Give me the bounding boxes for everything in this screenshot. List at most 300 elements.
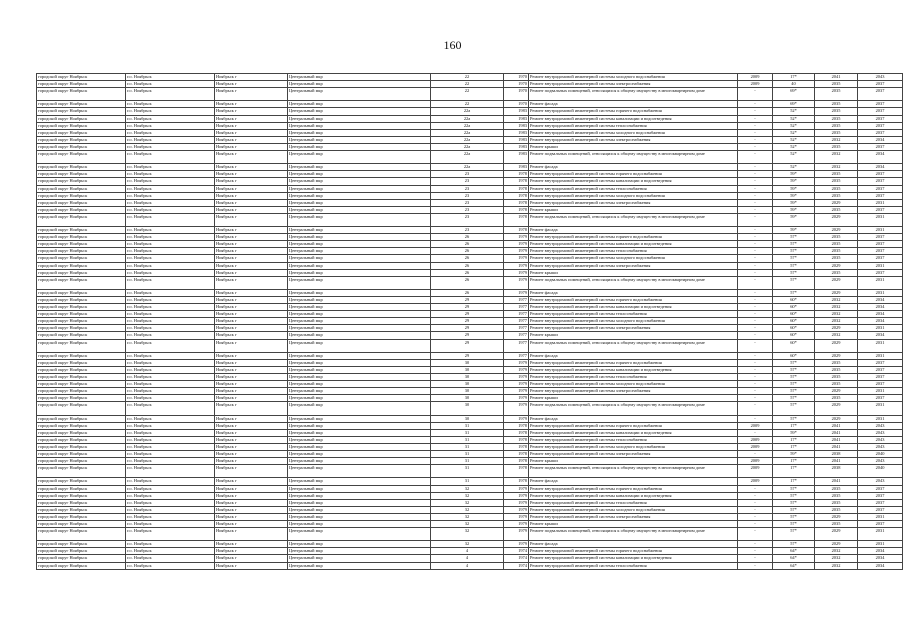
cell-work-type: Ремонт внутридомовой инженерной системы теплоснабжения: [529, 436, 738, 443]
cell-work-type: Ремонт внутридомовой инженерной системы теплоснабжения: [529, 122, 738, 129]
cell-work-type: Ремонт внутридомовой инженерной системы электроснабжения: [529, 513, 738, 520]
cell-district: городской округ Ноябрьск: [37, 352, 126, 359]
cell-microdistrict: Центральный мкр: [288, 451, 431, 458]
cell-city: Ноябрьск г: [215, 374, 288, 381]
cell-microdistrict: Центральный мкр: [288, 297, 431, 304]
cell-year: 1978: [504, 422, 529, 429]
cell-city: Ноябрьск г: [215, 402, 288, 415]
cell-microdistrict: Центральный мкр: [288, 359, 431, 366]
table-row: [37, 206, 903, 213]
table-row: [37, 74, 903, 81]
cell-city: Ноябрьск г: [215, 269, 288, 276]
cell-house: 22а: [431, 108, 504, 115]
cell-plan-start: 2029: [815, 325, 858, 332]
cell-work-type: Ремонт подвальных помещений, относящихся к общему имуществу в многоквартирном доме: [529, 528, 738, 541]
cell-microdistrict: Центральный мкр: [288, 395, 431, 402]
cell-municipality: г.о. Ноябрьск: [126, 436, 215, 443]
cell-municipality: г.о. Ноябрьск: [126, 108, 215, 115]
cell-plan-end: 2031: [858, 289, 903, 296]
cell-work-type: Ремонт фасада: [529, 415, 738, 422]
cell-house: 26: [431, 248, 504, 255]
cell-house: 26: [431, 269, 504, 276]
cell-plan-end: 2043: [858, 429, 903, 436]
cell-house: 23: [431, 213, 504, 226]
cell-district: городской округ Ноябрьск: [37, 381, 126, 388]
cell-plan-start: 2035: [815, 81, 858, 88]
cell-wear: 52*: [773, 129, 815, 136]
cell-plan-end: 2037: [858, 185, 903, 192]
cell-year: 1983: [504, 108, 529, 115]
cell-municipality: г.о. Ноябрьск: [126, 289, 215, 296]
table-row: [37, 192, 903, 199]
cell-municipality: г.о. Ноябрьск: [126, 185, 215, 192]
cell-work-type: Ремонт внутридомовой инженерной системы горячего водоснабжения: [529, 359, 738, 366]
cell-microdistrict: Центральный мкр: [288, 548, 431, 555]
cell-plan-start: 2038: [815, 451, 858, 458]
cell-municipality: г.о. Ноябрьск: [126, 422, 215, 429]
cell-city: Ноябрьск г: [215, 366, 288, 373]
cell-microdistrict: Центральный мкр: [288, 485, 431, 492]
cell-last-repair-year: -: [738, 339, 773, 352]
cell-municipality: г.о. Ноябрьск: [126, 478, 215, 485]
cell-municipality: г.о. Ноябрьск: [126, 492, 215, 499]
cell-work-type: Ремонт подвальных помещений, относящихся к общему имуществу в многоквартирном доме: [529, 402, 738, 415]
cell-district: городской округ Ноябрьск: [37, 88, 126, 101]
cell-work-type: Ремонт внутридомовой инженерной системы электроснабжения: [529, 81, 738, 88]
cell-district: городской округ Ноябрьск: [37, 213, 126, 226]
cell-plan-end: 2031: [858, 213, 903, 226]
cell-municipality: г.о. Ноябрьск: [126, 192, 215, 199]
cell-wear: 40: [773, 81, 815, 88]
cell-last-repair-year: -: [738, 199, 773, 206]
cell-house: 31: [431, 458, 504, 465]
cell-last-repair-year: -: [738, 325, 773, 332]
cell-house: 4: [431, 562, 504, 569]
cell-work-type: Ремонт внутридомовой инженерной системы канализации и водоотведения: [529, 555, 738, 562]
cell-plan-end: 2037: [858, 366, 903, 373]
cell-microdistrict: Центральный мкр: [288, 366, 431, 373]
cell-municipality: г.о. Ноябрьск: [126, 458, 215, 465]
cell-municipality: г.о. Ноябрьск: [126, 465, 215, 478]
cell-house: 29: [431, 332, 504, 339]
cell-municipality: г.о. Ноябрьск: [126, 521, 215, 528]
cell-plan-start: 2035: [815, 115, 858, 122]
cell-year: 1979: [504, 492, 529, 499]
cell-municipality: г.о. Ноябрьск: [126, 548, 215, 555]
cell-plan-start: 2041: [815, 422, 858, 429]
table-row: [37, 199, 903, 206]
cell-work-type: Ремонт внутридомовой инженерной системы канализации и водоотведения: [529, 304, 738, 311]
cell-work-type: Ремонт внутридомовой инженерной системы холодного водоснабжения: [529, 443, 738, 450]
cell-district: городской округ Ноябрьск: [37, 171, 126, 178]
cell-city: Ноябрьск г: [215, 415, 288, 422]
cell-municipality: г.о. Ноябрьск: [126, 499, 215, 506]
cell-wear: 57*: [773, 276, 815, 289]
cell-microdistrict: Центральный мкр: [288, 129, 431, 136]
cell-year: 1983: [504, 122, 529, 129]
cell-work-type: Ремонт крыши: [529, 332, 738, 339]
cell-district: городской округ Ноябрьск: [37, 458, 126, 465]
cell-work-type: Ремонт внутридомовой инженерной системы холодного водоснабжения: [529, 74, 738, 81]
cell-microdistrict: Центральный мкр: [288, 206, 431, 213]
cell-plan-start: 2035: [815, 101, 858, 108]
cell-plan-start: 2035: [815, 248, 858, 255]
cell-wear: 57*: [773, 255, 815, 262]
cell-microdistrict: Центральный мкр: [288, 115, 431, 122]
cell-plan-start: 2035: [815, 269, 858, 276]
cell-house: 22: [431, 81, 504, 88]
cell-plan-end: 2037: [858, 171, 903, 178]
cell-plan-start: 2032: [815, 555, 858, 562]
table-row: [37, 429, 903, 436]
cell-city: Ноябрьск г: [215, 359, 288, 366]
cell-work-type: Ремонт внутридомовой инженерной системы канализации и водоотведения: [529, 366, 738, 373]
cell-city: Ноябрьск г: [215, 262, 288, 269]
table-row: [37, 458, 903, 465]
cell-city: Ноябрьск г: [215, 297, 288, 304]
cell-year: 1974: [504, 555, 529, 562]
cell-last-repair-year: -: [738, 88, 773, 101]
cell-city: Ноябрьск г: [215, 381, 288, 388]
cell-wear: 57*: [773, 528, 815, 541]
cell-district: городской округ Ноябрьск: [37, 151, 126, 164]
cell-house: 22а: [431, 115, 504, 122]
cell-municipality: г.о. Ноябрьск: [126, 227, 215, 234]
cell-municipality: г.о. Ноябрьск: [126, 269, 215, 276]
cell-district: городской округ Ноябрьск: [37, 555, 126, 562]
cell-house: 32: [431, 541, 504, 548]
cell-district: городской округ Ноябрьск: [37, 164, 126, 171]
cell-work-type: Ремонт внутридомовой инженерной системы канализации и водоотведения: [529, 178, 738, 185]
cell-microdistrict: Центральный мкр: [288, 81, 431, 88]
cell-plan-end: 2034: [858, 332, 903, 339]
table-row: [37, 143, 903, 150]
cell-plan-end: 2037: [858, 81, 903, 88]
cell-municipality: г.о. Ноябрьск: [126, 381, 215, 388]
cell-city: Ноябрьск г: [215, 248, 288, 255]
cell-city: Ноябрьск г: [215, 122, 288, 129]
cell-plan-end: 2037: [858, 499, 903, 506]
cell-year: 1979: [504, 374, 529, 381]
cell-plan-start: 2035: [815, 395, 858, 402]
cell-plan-end: 2043: [858, 478, 903, 485]
cell-microdistrict: Центральный мкр: [288, 289, 431, 296]
cell-year: 1979: [504, 485, 529, 492]
cell-district: городской округ Ноябрьск: [37, 359, 126, 366]
cell-wear: 64*: [773, 562, 815, 569]
cell-microdistrict: Центральный мкр: [288, 171, 431, 178]
cell-city: Ноябрьск г: [215, 178, 288, 185]
cell-year: 1978: [504, 192, 529, 199]
cell-work-type: Ремонт внутридомовой инженерной системы канализации и водоотведения: [529, 429, 738, 436]
cell-year: 1979: [504, 415, 529, 422]
cell-house: 31: [431, 465, 504, 478]
cell-wear: 57*: [773, 395, 815, 402]
cell-year: 1979: [504, 506, 529, 513]
table-row: [37, 521, 903, 528]
cell-district: городской округ Ноябрьск: [37, 436, 126, 443]
cell-work-type: Ремонт подвальных помещений, относящихся к общему имуществу в многоквартирном доме: [529, 151, 738, 164]
cell-year: 1977: [504, 304, 529, 311]
cell-district: городской округ Ноябрьск: [37, 262, 126, 269]
table-row: [37, 548, 903, 555]
cell-year: 1977: [504, 339, 529, 352]
cell-wear: 60*: [773, 297, 815, 304]
cell-plan-end: 2043: [858, 443, 903, 450]
cell-plan-end: 2037: [858, 108, 903, 115]
cell-house: 30: [431, 374, 504, 381]
cell-wear: 57*: [773, 513, 815, 520]
cell-city: Ноябрьск г: [215, 276, 288, 289]
cell-last-repair-year: -: [738, 311, 773, 318]
cell-municipality: г.о. Ноябрьск: [126, 339, 215, 352]
cell-last-repair-year: -: [738, 492, 773, 499]
cell-work-type: Ремонт внутридомовой инженерной системы канализации и водоотведения: [529, 241, 738, 248]
cell-last-repair-year: -: [738, 395, 773, 402]
cell-work-type: Ремонт внутридомовой инженерной системы электроснабжения: [529, 199, 738, 206]
cell-plan-end: 2037: [858, 115, 903, 122]
cell-plan-end: 2037: [858, 395, 903, 402]
cell-work-type: Ремонт крыши: [529, 206, 738, 213]
cell-house: 29: [431, 297, 504, 304]
cell-house: 30: [431, 402, 504, 415]
cell-wear: 59*: [773, 178, 815, 185]
table-row: [37, 311, 903, 318]
cell-house: 22а: [431, 143, 504, 150]
cell-work-type: Ремонт внутридомовой инженерной системы теплоснабжения: [529, 374, 738, 381]
cell-municipality: г.о. Ноябрьск: [126, 325, 215, 332]
cell-plan-end: 2031: [858, 276, 903, 289]
cell-district: городской округ Ноябрьск: [37, 339, 126, 352]
cell-work-type: Ремонт внутридомовой инженерной системы холодного водоснабжения: [529, 318, 738, 325]
cell-year: 1977: [504, 311, 529, 318]
table-row: [37, 492, 903, 499]
cell-plan-start: 2035: [815, 206, 858, 213]
cell-microdistrict: Центральный мкр: [288, 178, 431, 185]
cell-year: 1983: [504, 136, 529, 143]
cell-municipality: г.о. Ноябрьск: [126, 374, 215, 381]
cell-work-type: Ремонт крыши: [529, 269, 738, 276]
cell-plan-end: 2037: [858, 381, 903, 388]
table-row: [37, 499, 903, 506]
cell-house: 30: [431, 415, 504, 422]
cell-house: 4: [431, 555, 504, 562]
cell-year: 1979: [504, 276, 529, 289]
cell-plan-start: 2035: [815, 143, 858, 150]
table-row: [37, 422, 903, 429]
cell-year: 1979: [504, 541, 529, 548]
cell-district: городской округ Ноябрьск: [37, 101, 126, 108]
cell-city: Ноябрьск г: [215, 74, 288, 81]
cell-plan-end: 2037: [858, 192, 903, 199]
table-row: [37, 151, 903, 164]
cell-wear: 60*: [773, 325, 815, 332]
cell-house: 23: [431, 192, 504, 199]
cell-last-repair-year: -: [738, 374, 773, 381]
table-row: [37, 241, 903, 248]
cell-municipality: г.о. Ноябрьск: [126, 129, 215, 136]
cell-city: Ноябрьск г: [215, 521, 288, 528]
cell-last-repair-year: 2009: [738, 74, 773, 81]
cell-wear: 60*: [773, 318, 815, 325]
cell-district: городской округ Ноябрьск: [37, 192, 126, 199]
cell-wear: 60*: [773, 352, 815, 359]
cell-last-repair-year: -: [738, 262, 773, 269]
cell-work-type: Ремонт фасада: [529, 101, 738, 108]
cell-year: 1978: [504, 178, 529, 185]
cell-plan-end: 2034: [858, 311, 903, 318]
cell-house: 32: [431, 528, 504, 541]
cell-district: городской округ Ноябрьск: [37, 74, 126, 81]
table-row: [37, 359, 903, 366]
cell-work-type: Ремонт внутридомовой инженерной системы канализации и водоотведения: [529, 115, 738, 122]
cell-city: Ноябрьск г: [215, 192, 288, 199]
cell-district: городской округ Ноябрьск: [37, 241, 126, 248]
table-row: [37, 562, 903, 569]
cell-wear: 59*: [773, 227, 815, 234]
cell-municipality: г.о. Ноябрьск: [126, 555, 215, 562]
cell-house: 31: [431, 422, 504, 429]
cell-year: 1983: [504, 115, 529, 122]
cell-municipality: г.о. Ноябрьск: [126, 206, 215, 213]
cell-microdistrict: Центральный мкр: [288, 304, 431, 311]
cell-plan-start: 2029: [815, 199, 858, 206]
cell-district: городской округ Ноябрьск: [37, 234, 126, 241]
cell-plan-end: 2031: [858, 352, 903, 359]
cell-microdistrict: Центральный мкр: [288, 227, 431, 234]
cell-year: 1979: [504, 255, 529, 262]
cell-municipality: г.о. Ноябрьск: [126, 143, 215, 150]
cell-wear: 57*: [773, 234, 815, 241]
cell-house: 30: [431, 395, 504, 402]
cell-year: 1979: [504, 388, 529, 395]
cell-city: Ноябрьск г: [215, 255, 288, 262]
cell-city: Ноябрьск г: [215, 506, 288, 513]
cell-wear: 59*: [773, 185, 815, 192]
table-row: [37, 325, 903, 332]
cell-last-repair-year: -: [738, 255, 773, 262]
cell-plan-start: 2041: [815, 443, 858, 450]
cell-house: 32: [431, 492, 504, 499]
cell-municipality: г.о. Ноябрьск: [126, 352, 215, 359]
cell-house: 22а: [431, 151, 504, 164]
cell-plan-start: 2035: [815, 108, 858, 115]
cell-district: городской округ Ноябрьск: [37, 485, 126, 492]
cell-municipality: г.о. Ноябрьск: [126, 74, 215, 81]
cell-wear: 59*: [773, 213, 815, 226]
cell-last-repair-year: -: [738, 499, 773, 506]
cell-house: 31: [431, 436, 504, 443]
table-row: [37, 297, 903, 304]
cell-year: 1979: [504, 395, 529, 402]
cell-city: Ноябрьск г: [215, 185, 288, 192]
cell-city: Ноябрьск г: [215, 429, 288, 436]
cell-house: 4: [431, 548, 504, 555]
cell-year: 1979: [504, 521, 529, 528]
cell-wear: 52*: [773, 108, 815, 115]
cell-year: 1979: [504, 262, 529, 269]
cell-work-type: Ремонт подвальных помещений, относящихся к общему имуществу в многоквартирном доме: [529, 88, 738, 101]
cell-last-repair-year: -: [738, 359, 773, 366]
cell-wear: 64*: [773, 555, 815, 562]
cell-work-type: Ремонт крыши: [529, 458, 738, 465]
cell-city: Ноябрьск г: [215, 465, 288, 478]
cell-year: 1978: [504, 213, 529, 226]
table-row: [37, 513, 903, 520]
cell-microdistrict: Центральный мкр: [288, 185, 431, 192]
cell-work-type: Ремонт подвальных помещений, относящихся к общему имуществу в многоквартирном доме: [529, 339, 738, 352]
table-row: [37, 171, 903, 178]
cell-district: городской округ Ноябрьск: [37, 276, 126, 289]
cell-plan-start: 2035: [815, 374, 858, 381]
cell-microdistrict: Центральный мкр: [288, 541, 431, 548]
table-row: [37, 88, 903, 101]
cell-plan-end: 2040: [858, 451, 903, 458]
cell-city: Ноябрьск г: [215, 325, 288, 332]
table-row: [37, 318, 903, 325]
cell-microdistrict: Центральный мкр: [288, 478, 431, 485]
cell-microdistrict: Центральный мкр: [288, 151, 431, 164]
table-row: [37, 332, 903, 339]
cell-work-type: Ремонт фасада: [529, 541, 738, 548]
cell-district: городской округ Ноябрьск: [37, 506, 126, 513]
cell-last-repair-year: -: [738, 513, 773, 520]
cell-district: городской округ Ноябрьск: [37, 465, 126, 478]
cell-municipality: г.о. Ноябрьск: [126, 88, 215, 101]
cell-year: 1974: [504, 548, 529, 555]
cell-last-repair-year: -: [738, 528, 773, 541]
cell-work-type: Ремонт внутридомовой инженерной системы горячего водоснабжения: [529, 297, 738, 304]
cell-city: Ноябрьск г: [215, 541, 288, 548]
cell-city: Ноябрьск г: [215, 332, 288, 339]
cell-city: Ноябрьск г: [215, 422, 288, 429]
cell-wear: 57*: [773, 241, 815, 248]
cell-year: 1977: [504, 352, 529, 359]
cell-plan-end: 2031: [858, 402, 903, 415]
cell-last-repair-year: -: [738, 164, 773, 171]
cell-microdistrict: Центральный мкр: [288, 101, 431, 108]
cell-house: 30: [431, 388, 504, 395]
cell-wear: 57*: [773, 359, 815, 366]
cell-plan-start: 2035: [815, 129, 858, 136]
cell-city: Ноябрьск г: [215, 451, 288, 458]
cell-city: Ноябрьск г: [215, 478, 288, 485]
cell-year: 1983: [504, 143, 529, 150]
cell-district: городской округ Ноябрьск: [37, 318, 126, 325]
cell-plan-end: 2031: [858, 541, 903, 548]
cell-last-repair-year: -: [738, 101, 773, 108]
cell-municipality: г.о. Ноябрьск: [126, 213, 215, 226]
cell-last-repair-year: -: [738, 241, 773, 248]
cell-wear: 57*: [773, 381, 815, 388]
cell-last-repair-year: -: [738, 248, 773, 255]
cell-last-repair-year: -: [738, 451, 773, 458]
cell-last-repair-year: -: [738, 276, 773, 289]
cell-work-type: Ремонт внутридомовой инженерной системы горячего водоснабжения: [529, 485, 738, 492]
cell-district: городской округ Ноябрьск: [37, 499, 126, 506]
cell-city: Ноябрьск г: [215, 555, 288, 562]
cell-work-type: Ремонт внутридомовой инженерной системы электроснабжения: [529, 388, 738, 395]
cell-plan-end: 2037: [858, 178, 903, 185]
cell-plan-end: 2037: [858, 101, 903, 108]
cell-last-repair-year: -: [738, 548, 773, 555]
cell-wear: 64*: [773, 548, 815, 555]
cell-plan-end: 2037: [858, 521, 903, 528]
cell-district: городской округ Ноябрьск: [37, 478, 126, 485]
cell-house: 26: [431, 255, 504, 262]
cell-last-repair-year: 2009: [738, 458, 773, 465]
cell-house: 31: [431, 478, 504, 485]
